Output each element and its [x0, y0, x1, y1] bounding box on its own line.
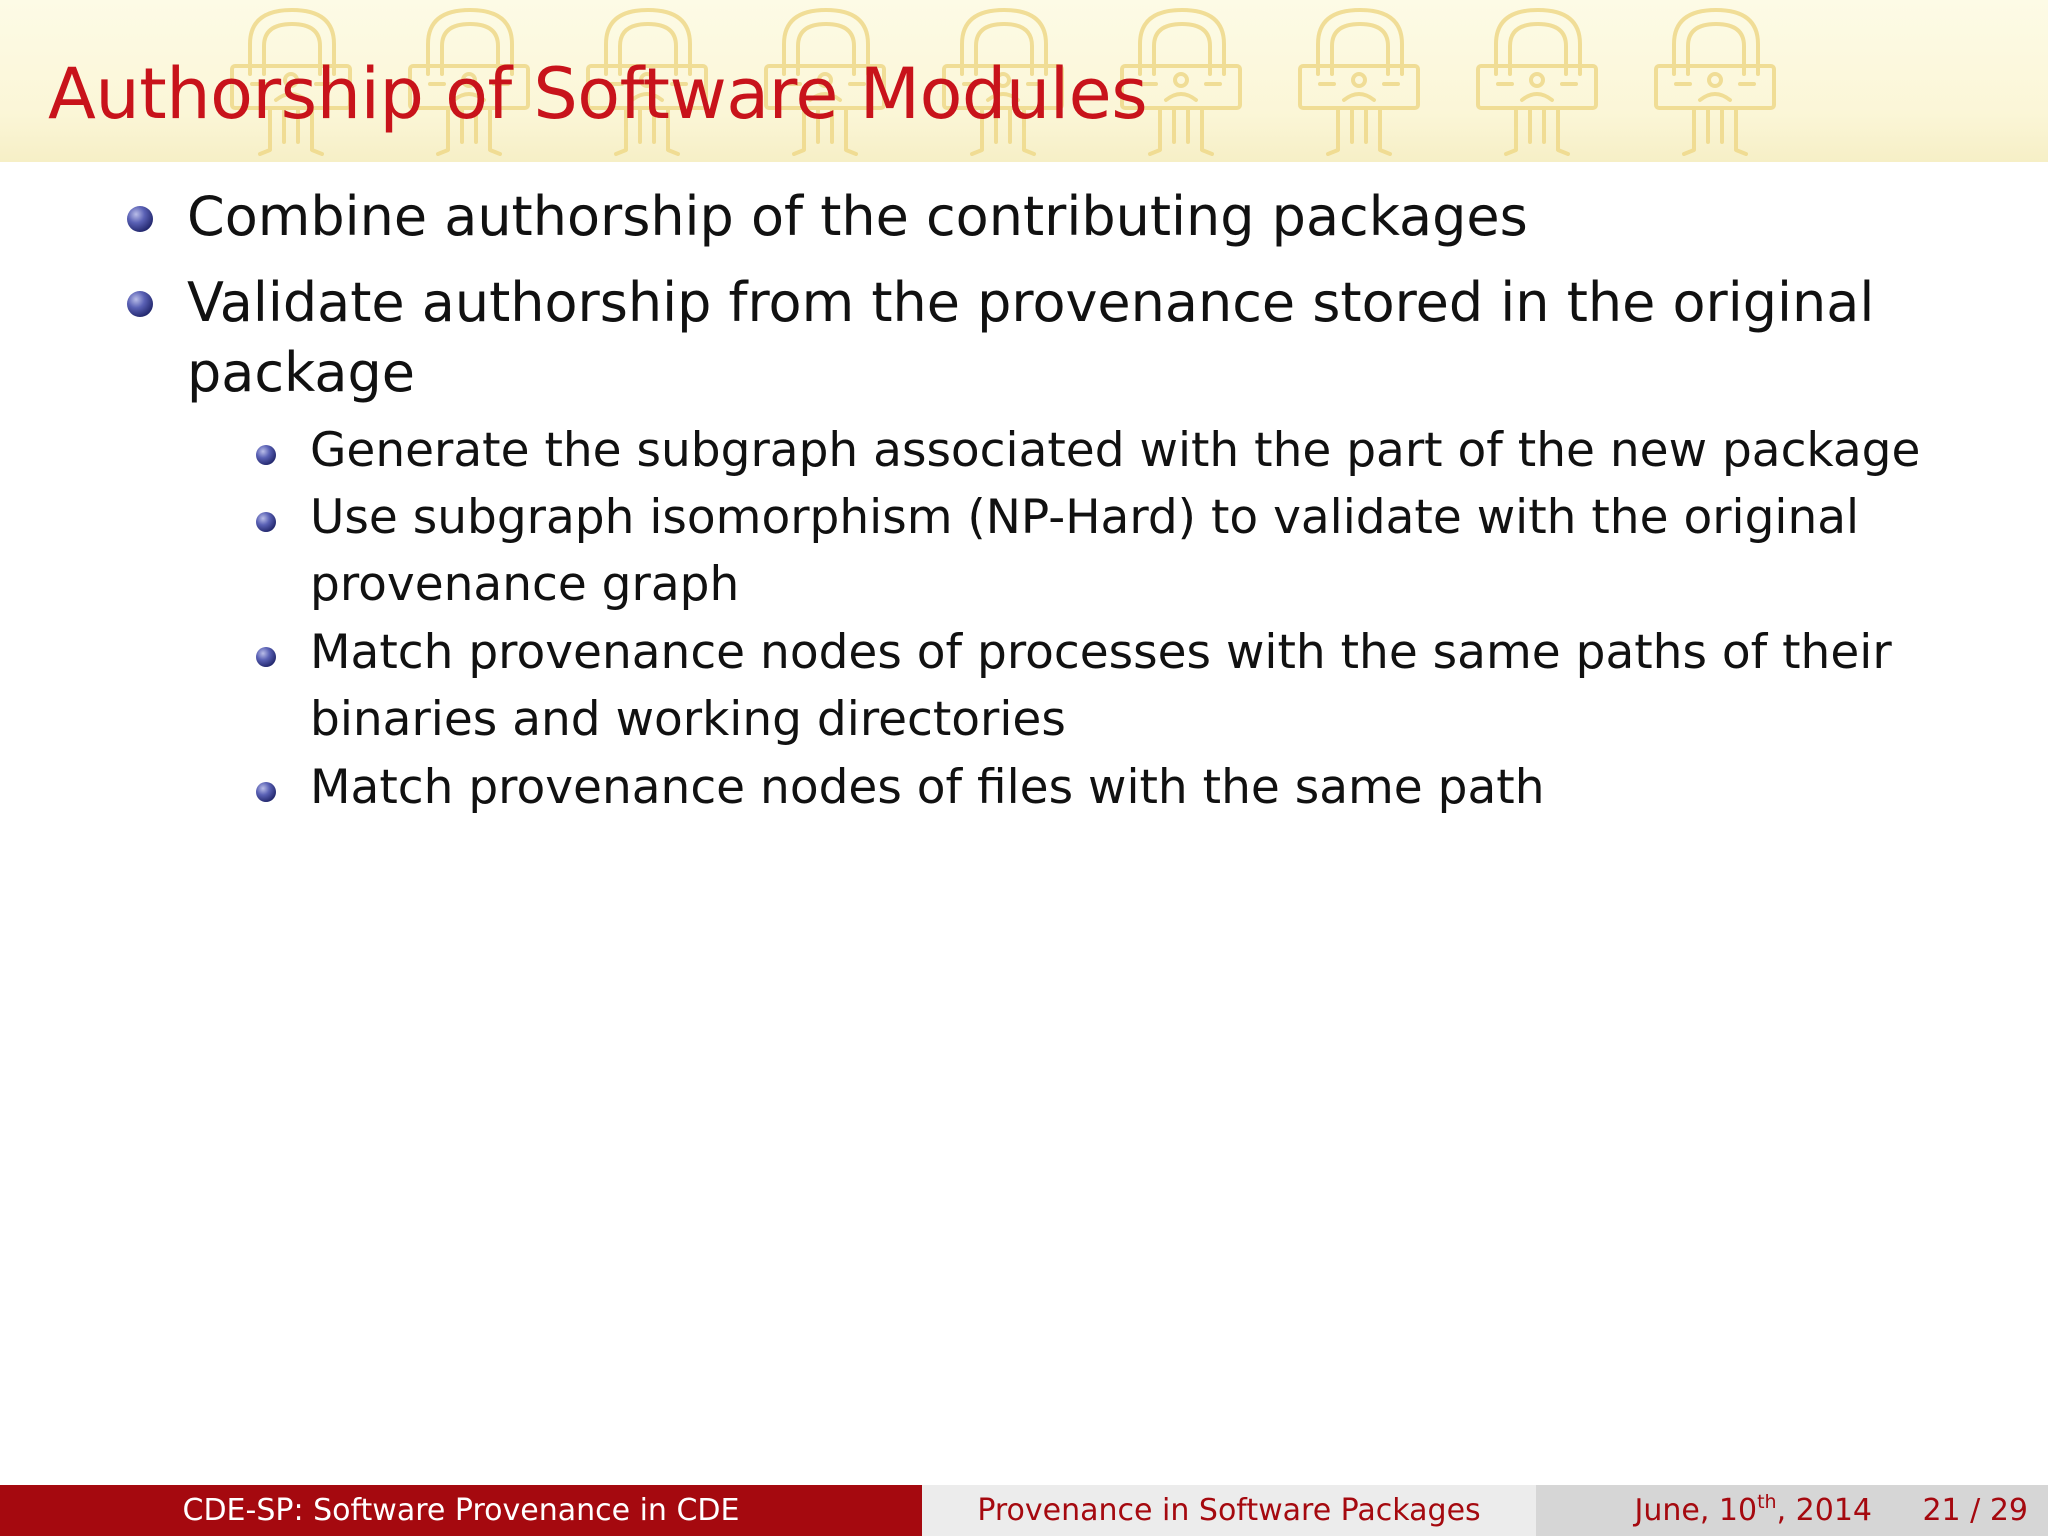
sub-bullet-item-continuation: binaries and working directories — [310, 692, 1066, 747]
footer-page-number: 21 / 29 — [1922, 1493, 2028, 1528]
sub-bullet-item-continuation: provenance graph — [310, 557, 740, 612]
ball-bullet-icon — [256, 782, 276, 802]
footer-section-title: Provenance in Software Packages — [922, 1485, 1536, 1536]
sub-bullet-item: Generate the subgraph associated with the part of the new package — [310, 423, 1921, 478]
ball-bullet-icon — [127, 206, 153, 232]
slide-footer — [0, 1485, 2048, 1536]
sub-bullet-item: Match provenance nodes of processes with the same paths of their — [310, 625, 1892, 680]
slide-title: Authorship of Software Modules — [48, 53, 1148, 135]
sub-bullet-item: Match provenance nodes of files with the same path — [310, 760, 1545, 815]
slide-header — [0, 0, 2048, 162]
footer-date-page — [1536, 1485, 2048, 1536]
ball-bullet-icon — [256, 445, 276, 465]
ball-bullet-icon — [256, 647, 276, 667]
footer-presentation-title: CDE-SP: Software Provenance in CDE — [0, 1485, 922, 1536]
ball-bullet-icon — [127, 291, 153, 317]
footer-date: June, 10th, 2014 — [1634, 1491, 1872, 1528]
sub-bullet-item: Use subgraph isomorphism (NP-Hard) to validate with the original — [310, 490, 1860, 545]
bullet-item: Combine authorship of the contributing packages — [187, 185, 1528, 248]
bullet-item: Validate authorship from the provenance stored in the original — [187, 271, 1875, 334]
ball-bullet-icon — [256, 512, 276, 532]
bullet-item-continuation: package — [187, 341, 415, 404]
